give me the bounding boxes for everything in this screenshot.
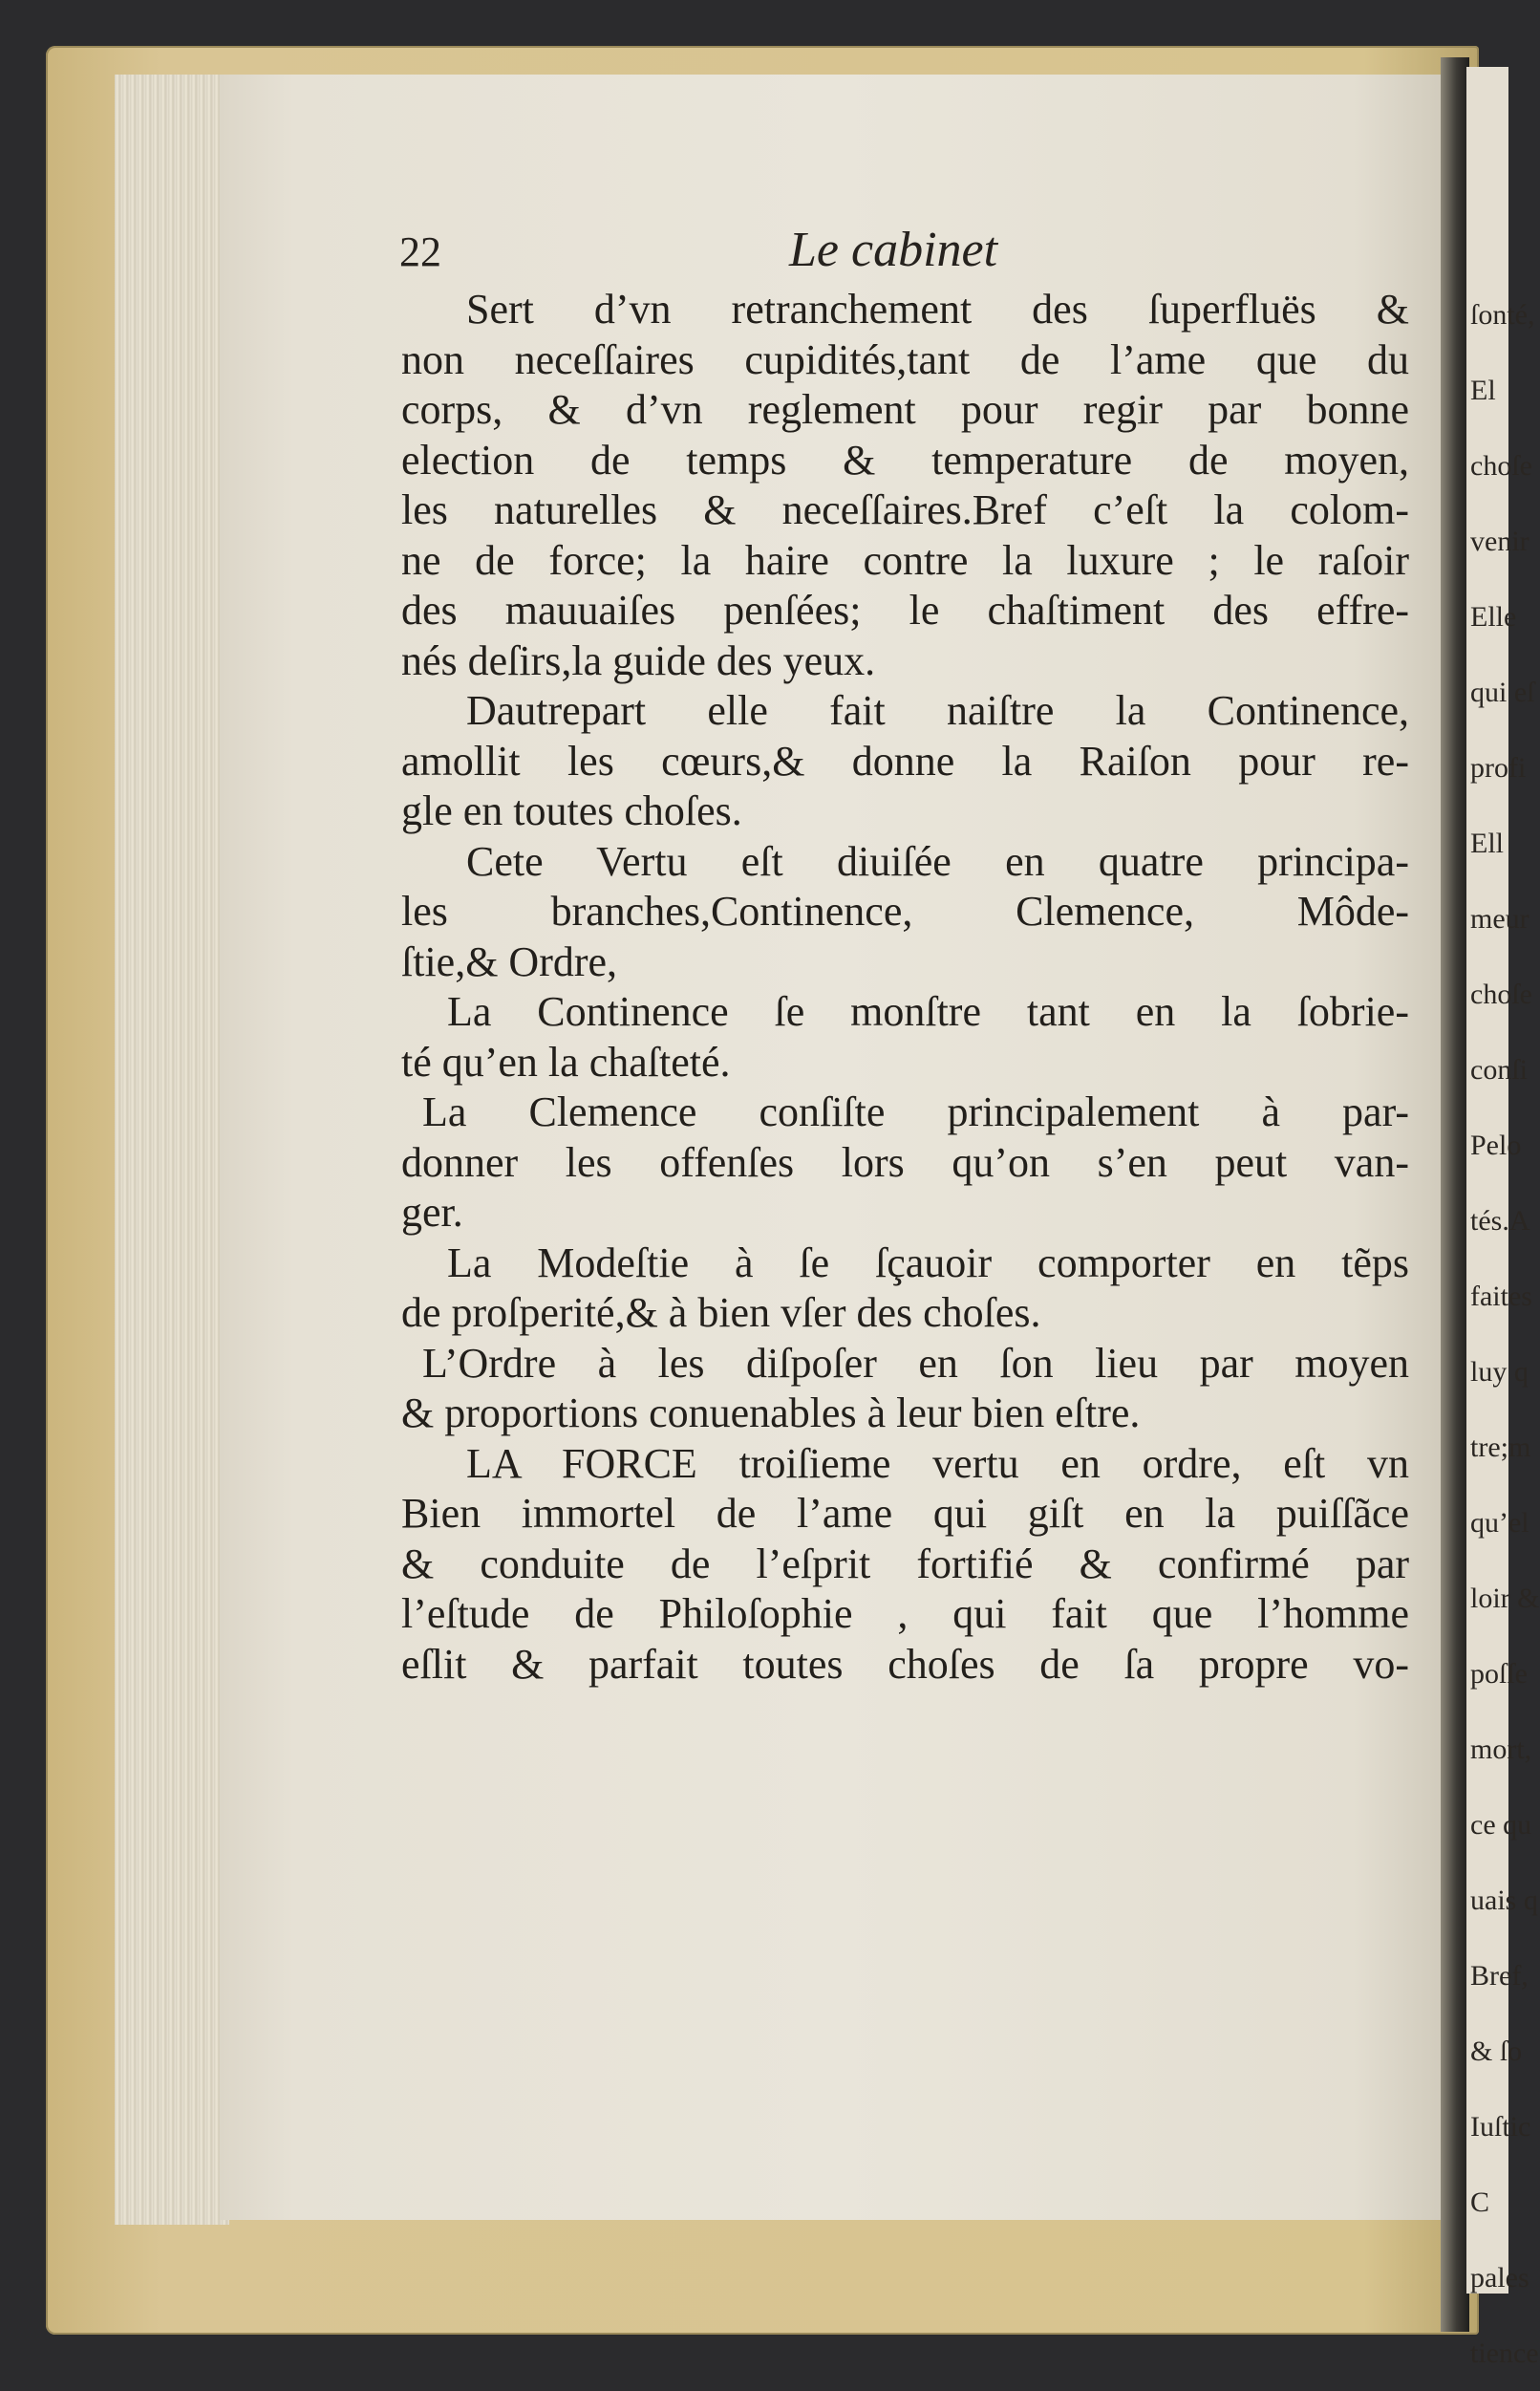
text-line: les branches,Continence, Clemence, Môde- bbox=[401, 888, 1409, 935]
facing-line: qui eſ bbox=[1470, 677, 1535, 708]
text-line: La Continence ſe monſtre tant en la ſobrie- bbox=[447, 988, 1409, 1035]
facing-line: ſonté, bbox=[1470, 299, 1535, 331]
text-line: non neceſſaires cupidités,tant de l’ame que du bbox=[401, 335, 1409, 383]
facing-line: uais q bbox=[1470, 1885, 1538, 1916]
facing-line: luy q bbox=[1470, 1356, 1529, 1388]
facing-page-strip bbox=[1466, 67, 1540, 2369]
text-line: Cete Vertu eſt diuiſée en quatre principa- bbox=[466, 837, 1409, 885]
facing-line: Pelo bbox=[1470, 1130, 1522, 1161]
text-line: amollit les cœurs,& donne la Raiſon pour re- bbox=[401, 737, 1409, 785]
text-line: & proportions conuenables à leur bien eſtre. bbox=[401, 1389, 1141, 1436]
text-line: election de temps & temperature de moyen, bbox=[401, 436, 1409, 484]
text-line: ne de force; la haire contre la luxure ; le raſoir bbox=[401, 536, 1409, 584]
facing-line: qu’el bbox=[1470, 1507, 1529, 1539]
facing-line: El bbox=[1470, 375, 1496, 406]
text-line: nés deſirs,la guide des yeux. bbox=[401, 636, 876, 684]
body-text bbox=[401, 285, 1409, 1690]
text-line: & conduite de l’eſprit fortifié & confirmé par bbox=[401, 1540, 1409, 1587]
text-line: l’eſtude de Philoſophie , qui fait que l’homme bbox=[401, 1590, 1409, 1637]
text-line: eſlit & parfait toutes choſes de ſa propre vo- bbox=[401, 1640, 1409, 1688]
text-line: Dautrepart elle fait naiſtre la Continence, bbox=[466, 687, 1409, 734]
text-line: LA FORCE troiſieme vertu en ordre, eſt vn bbox=[466, 1439, 1409, 1487]
book-gutter bbox=[1441, 57, 1469, 2332]
facing-line: tience bbox=[1470, 2337, 1539, 2369]
text-line: les naturelles & neceſſaires.Bref c’eſt la colom- bbox=[401, 486, 1409, 533]
text-line: La Clemence conſiſte principalement à par- bbox=[422, 1088, 1409, 1135]
facing-line: poſſe bbox=[1470, 1658, 1528, 1690]
text-line: gle en toutes choſes. bbox=[401, 787, 742, 834]
facing-line: venir bbox=[1470, 526, 1529, 557]
text-line: ger. bbox=[401, 1189, 463, 1236]
facing-line: conſi bbox=[1470, 1054, 1528, 1086]
page-header bbox=[399, 222, 1393, 289]
facing-line: mort, bbox=[1470, 1734, 1532, 1765]
text-line: corps, & d’vn reglement pour regir par bonne bbox=[401, 386, 1409, 433]
running-title: Le cabinet bbox=[789, 223, 998, 277]
page-edges bbox=[115, 75, 229, 2225]
text-line: Bien immortel de l’ame qui giſt en la puiſſãce bbox=[401, 1490, 1409, 1537]
facing-line: tés.A bbox=[1470, 1205, 1530, 1237]
text-line: ſtie,& Ordre, bbox=[401, 937, 618, 985]
text-line: Sert d’vn retranchement des ſuperfluës & bbox=[466, 286, 1409, 333]
facing-line: loir & bbox=[1470, 1583, 1540, 1614]
facing-line: profi bbox=[1470, 752, 1527, 784]
text-line: de proſperité,& à bien vſer des choſes. bbox=[401, 1289, 1041, 1336]
text-line: des mauuaiſes penſées; le chaſtiment des effre- bbox=[401, 587, 1409, 634]
facing-line: Iuſtic bbox=[1470, 2111, 1531, 2143]
text-line: L’Ordre à les diſpoſer en ſon lieu par moyen bbox=[422, 1339, 1409, 1387]
page-number: 22 bbox=[399, 228, 441, 275]
facing-line: Ell bbox=[1470, 828, 1504, 859]
facing-line: meur bbox=[1470, 903, 1529, 935]
facing-line: tre;m bbox=[1470, 1432, 1531, 1463]
text-line: donner les offenſes lors qu’on s’en peut van- bbox=[401, 1138, 1409, 1186]
facing-line: Elle bbox=[1470, 601, 1517, 633]
facing-line: C bbox=[1470, 2186, 1490, 2218]
facing-line: faites bbox=[1470, 1281, 1532, 1312]
facing-line: & ſo bbox=[1470, 2036, 1523, 2067]
facing-line: ce qu bbox=[1470, 1809, 1532, 1841]
text-line: La Modeſtie à ſe ſçauoir comporter en tẽps bbox=[447, 1239, 1409, 1286]
text-line: té qu’en la chaſteté. bbox=[401, 1038, 731, 1086]
facing-line: choſe bbox=[1470, 450, 1532, 482]
facing-line: pales bbox=[1470, 2262, 1529, 2294]
facing-line: choſe bbox=[1470, 979, 1532, 1010]
facing-line: Bref, bbox=[1470, 1960, 1529, 1992]
